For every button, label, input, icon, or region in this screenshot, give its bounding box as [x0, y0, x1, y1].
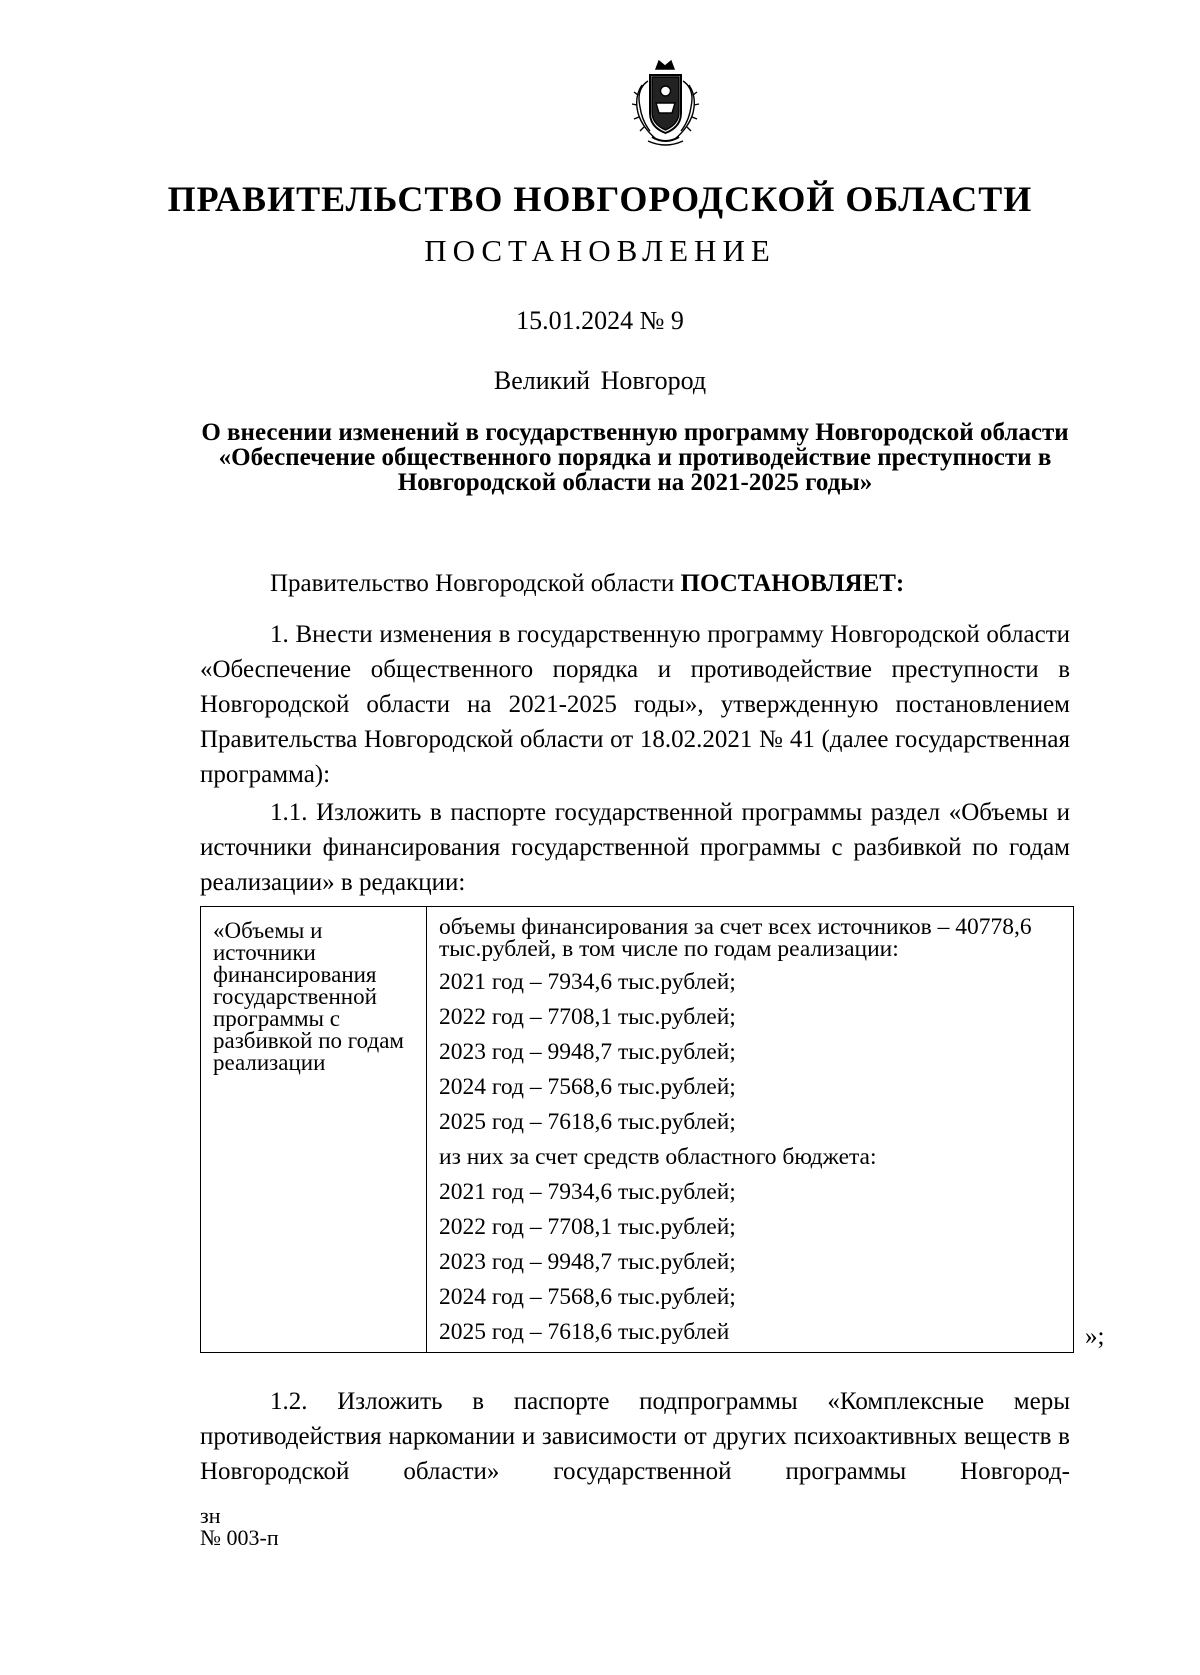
closing-quote: »; [1085, 1323, 1105, 1350]
footer-registration-number: № 003-п [200, 1525, 279, 1550]
document-type: ПОСТАНОВЛЕНИЕ [424, 233, 776, 268]
decree-keyword: ПОСТАНОВЛЯЕТ: [680, 570, 905, 597]
finance-regional-row: 2023 год – 9948,7 тыс.рублей; [439, 1249, 736, 1275]
finance-total-row: 2024 год – 7568,6 тыс.рублей; [439, 1074, 736, 1100]
footer-executor-code: зн [200, 1503, 221, 1528]
coat-of-arms-icon [628, 55, 703, 150]
finance-total-row: 2025 год – 7618,6 тыс.рублей; [439, 1109, 736, 1135]
finance-table-value-cell [439, 916, 1069, 1350]
finance-total-row: 2023 год – 9948,7 тыс.рублей; [439, 1039, 736, 1065]
document-subject: О внесении изменений в государственную программу Новгородской области «Обеспечение общественного порядка и противодействие преступности в Новгородской области на 2021-2025 годы» [201, 419, 1069, 496]
finance-total-row: 2021 год – 7934,6 тыс.рублей; [439, 969, 736, 995]
paragraph-1-2: 1.2. Изложить в паспорте подпрограммы «Комплексные меры противодействия наркомании и зависимости от других психоактивных веществ в Новгородской области» государственной программы Новгород- [200, 1388, 1070, 1485]
finance-regional-row: 2021 год – 7934,6 тыс.рублей; [439, 1179, 736, 1205]
finance-total-intro: объемы финансирования за счет всех источников – 40778,6 тыс.рублей, в том числе по годам реализации: [439, 914, 1032, 962]
organization-title: ПРАВИТЕЛЬСТВО НОВГОРОДСКОЙ ОБЛАСТИ [167, 179, 1033, 219]
finance-regional-intro: из них за счет средств областного бюджета: [439, 1144, 877, 1170]
decree-intro: Правительство Новгородской области [270, 570, 681, 597]
finance-regional-row: 2025 год – 7618,6 тыс.рублей [439, 1319, 730, 1345]
finance-regional-row: 2024 год – 7568,6 тыс.рублей; [439, 1284, 736, 1310]
city-name: Великий Новгород [493, 366, 707, 395]
document-date-number: 15.01.2024 № 9 [516, 306, 684, 335]
decree-line [270, 570, 904, 598]
finance-table-label-cell: «Объемы и источники финансирования государственной программы с разбивкой по годам реализации [201, 907, 427, 1352]
paragraph-1: 1. Внести изменения в государственную программу Новгородской области «Обеспечение общественного порядка и противодействие преступности в Новгородской области на 2021-2025 годы», утвержденную постановлением Правительства Новгородской области от 18.02.2021 № 41 (далее государственная программа): [200, 621, 1070, 788]
finance-regional-row: 2022 год – 7708,1 тыс.рублей; [439, 1214, 736, 1240]
finance-total-row: 2022 год – 7708,1 тыс.рублей; [439, 1004, 736, 1030]
finance-table [200, 906, 1074, 1353]
paragraph-1-1: 1.1. Изложить в паспорте государственной программы раздел «Объемы и источники финансирования государственной программы с разбивкой по годам реализации» в редакции: [200, 799, 1070, 896]
footer-code [200, 1505, 279, 1549]
